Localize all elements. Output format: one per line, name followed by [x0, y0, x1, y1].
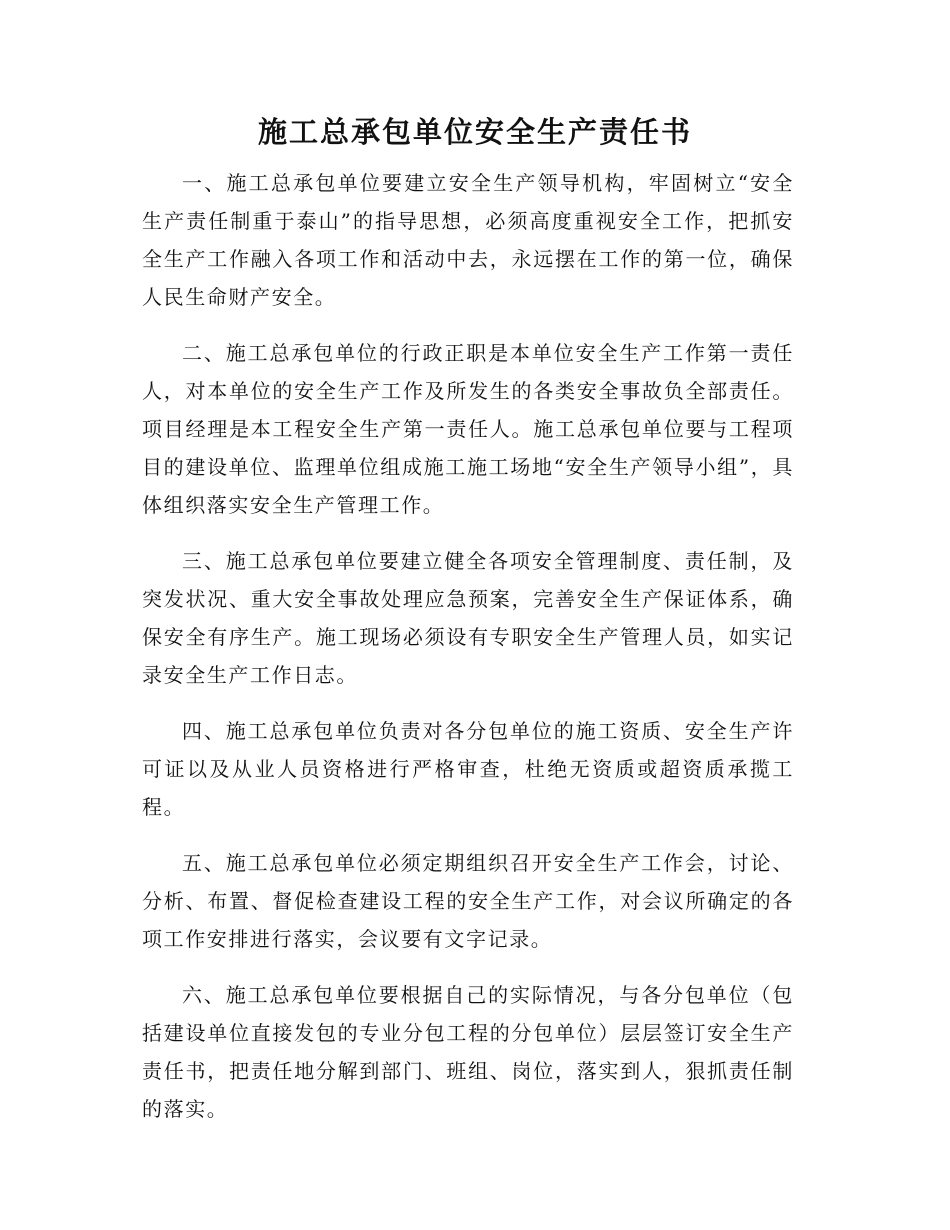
paragraph-4: 四、施工总承包单位负责对各分包单位的施工资质、安全生产许可证以及从业人员资格进行严格审查，杜绝无资质或超资质承揽工程。	[142, 719, 794, 819]
paragraph-3: 三、施工总承包单位要建立健全各项安全管理制度、责任制，及突发状况、重大安全事故处理应急预案，完善安全生产保证体系，确保安全有序生产。施工现场必须设有专职安全生产管理人员，如实记录安全生产工作日志。	[142, 549, 794, 687]
document-title: 施工总承包单位安全生产责任书	[257, 115, 692, 149]
paragraph-2: 二、施工总承包单位的行政正职是本单位安全生产工作第一责任人，对本单位的安全生产工作及所发生的各类安全事故负全部责任。项目经理是本工程安全生产第一责任人。施工总承包单位要与工程项目的建设单位、监理单位组成施工施工场地“安全生产领导小组”，具体组织落实安全生产管理工作。	[142, 341, 794, 517]
paragraph-5: 五、施工总承包单位必须定期组织召开安全生产工作会，讨论、分析、布置、督促检查建设工程的安全生产工作，对会议所确定的各项工作安排进行落实，会议要有文字记录。	[142, 851, 794, 951]
document-body	[142, 164, 794, 1146]
paragraph-6: 六、施工总承包单位要根据自己的实际情况，与各分包单位（包括建设单位直接发包的专业分包工程的分包单位）层层签订安全生产责任书，把责任地分解到部门、班组、岗位，落实到人，狠抓责任制的落实。	[142, 983, 794, 1121]
paragraph-1: 一、施工总承包单位要建立安全生产领导机构，牢固树立“安全生产责任制重于泰山”的指导思想，必须高度重视安全工作，把抓安全生产工作融入各项工作和活动中去，永远摆在工作的第一位，确保人民生命财产安全。	[142, 171, 794, 309]
